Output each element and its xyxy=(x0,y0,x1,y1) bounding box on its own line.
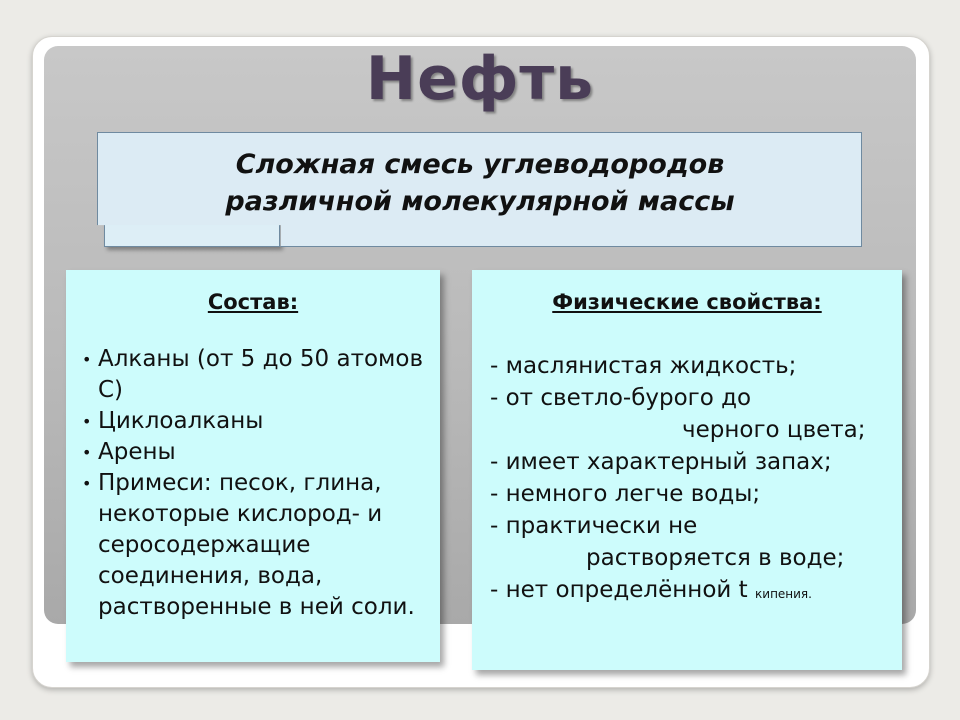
properties-heading: Физические свойства: xyxy=(552,290,822,314)
composition-heading: Состав: xyxy=(207,290,299,314)
list-item: • Алканы (от 5 до 50 атомов С) xyxy=(82,346,424,403)
boiling-subscript: кипения. xyxy=(755,587,812,601)
slide-title: Нефть xyxy=(365,44,595,114)
properties-card xyxy=(472,270,902,670)
list-item: черного цвета; xyxy=(682,417,866,443)
list-item: растворяется в воде; xyxy=(586,545,845,571)
bullet-icon: • xyxy=(82,350,92,369)
list-item: - маслянистая жидкость; xyxy=(490,353,797,379)
definition-text xyxy=(160,146,800,220)
bullet-icon: • xyxy=(82,474,92,493)
properties-list xyxy=(490,350,900,610)
list-item: - нет определённой t кипения. xyxy=(490,577,812,603)
bullet-icon: • xyxy=(82,443,92,462)
definition-line-2: различной молекулярной массы xyxy=(225,186,735,217)
composition-list xyxy=(80,344,440,623)
list-item: • Циклоалканы xyxy=(80,406,440,437)
bullet-icon: • xyxy=(82,412,92,431)
list-item: - от светло-бурого до xyxy=(490,385,752,411)
list-item: - немного легче воды; xyxy=(490,481,761,507)
list-item: - практически не xyxy=(490,513,698,539)
definition-line-1: Сложная смесь углеводородов xyxy=(235,149,725,180)
list-item: - имеет характерный запах; xyxy=(490,449,832,475)
list-item: • Арены xyxy=(80,437,440,468)
list-item: • Примеси: песок, глина, некоторые кислород- и серосодержащие соединения, вода, растворенные в ней соли. xyxy=(82,470,415,620)
composition-card xyxy=(66,270,440,662)
